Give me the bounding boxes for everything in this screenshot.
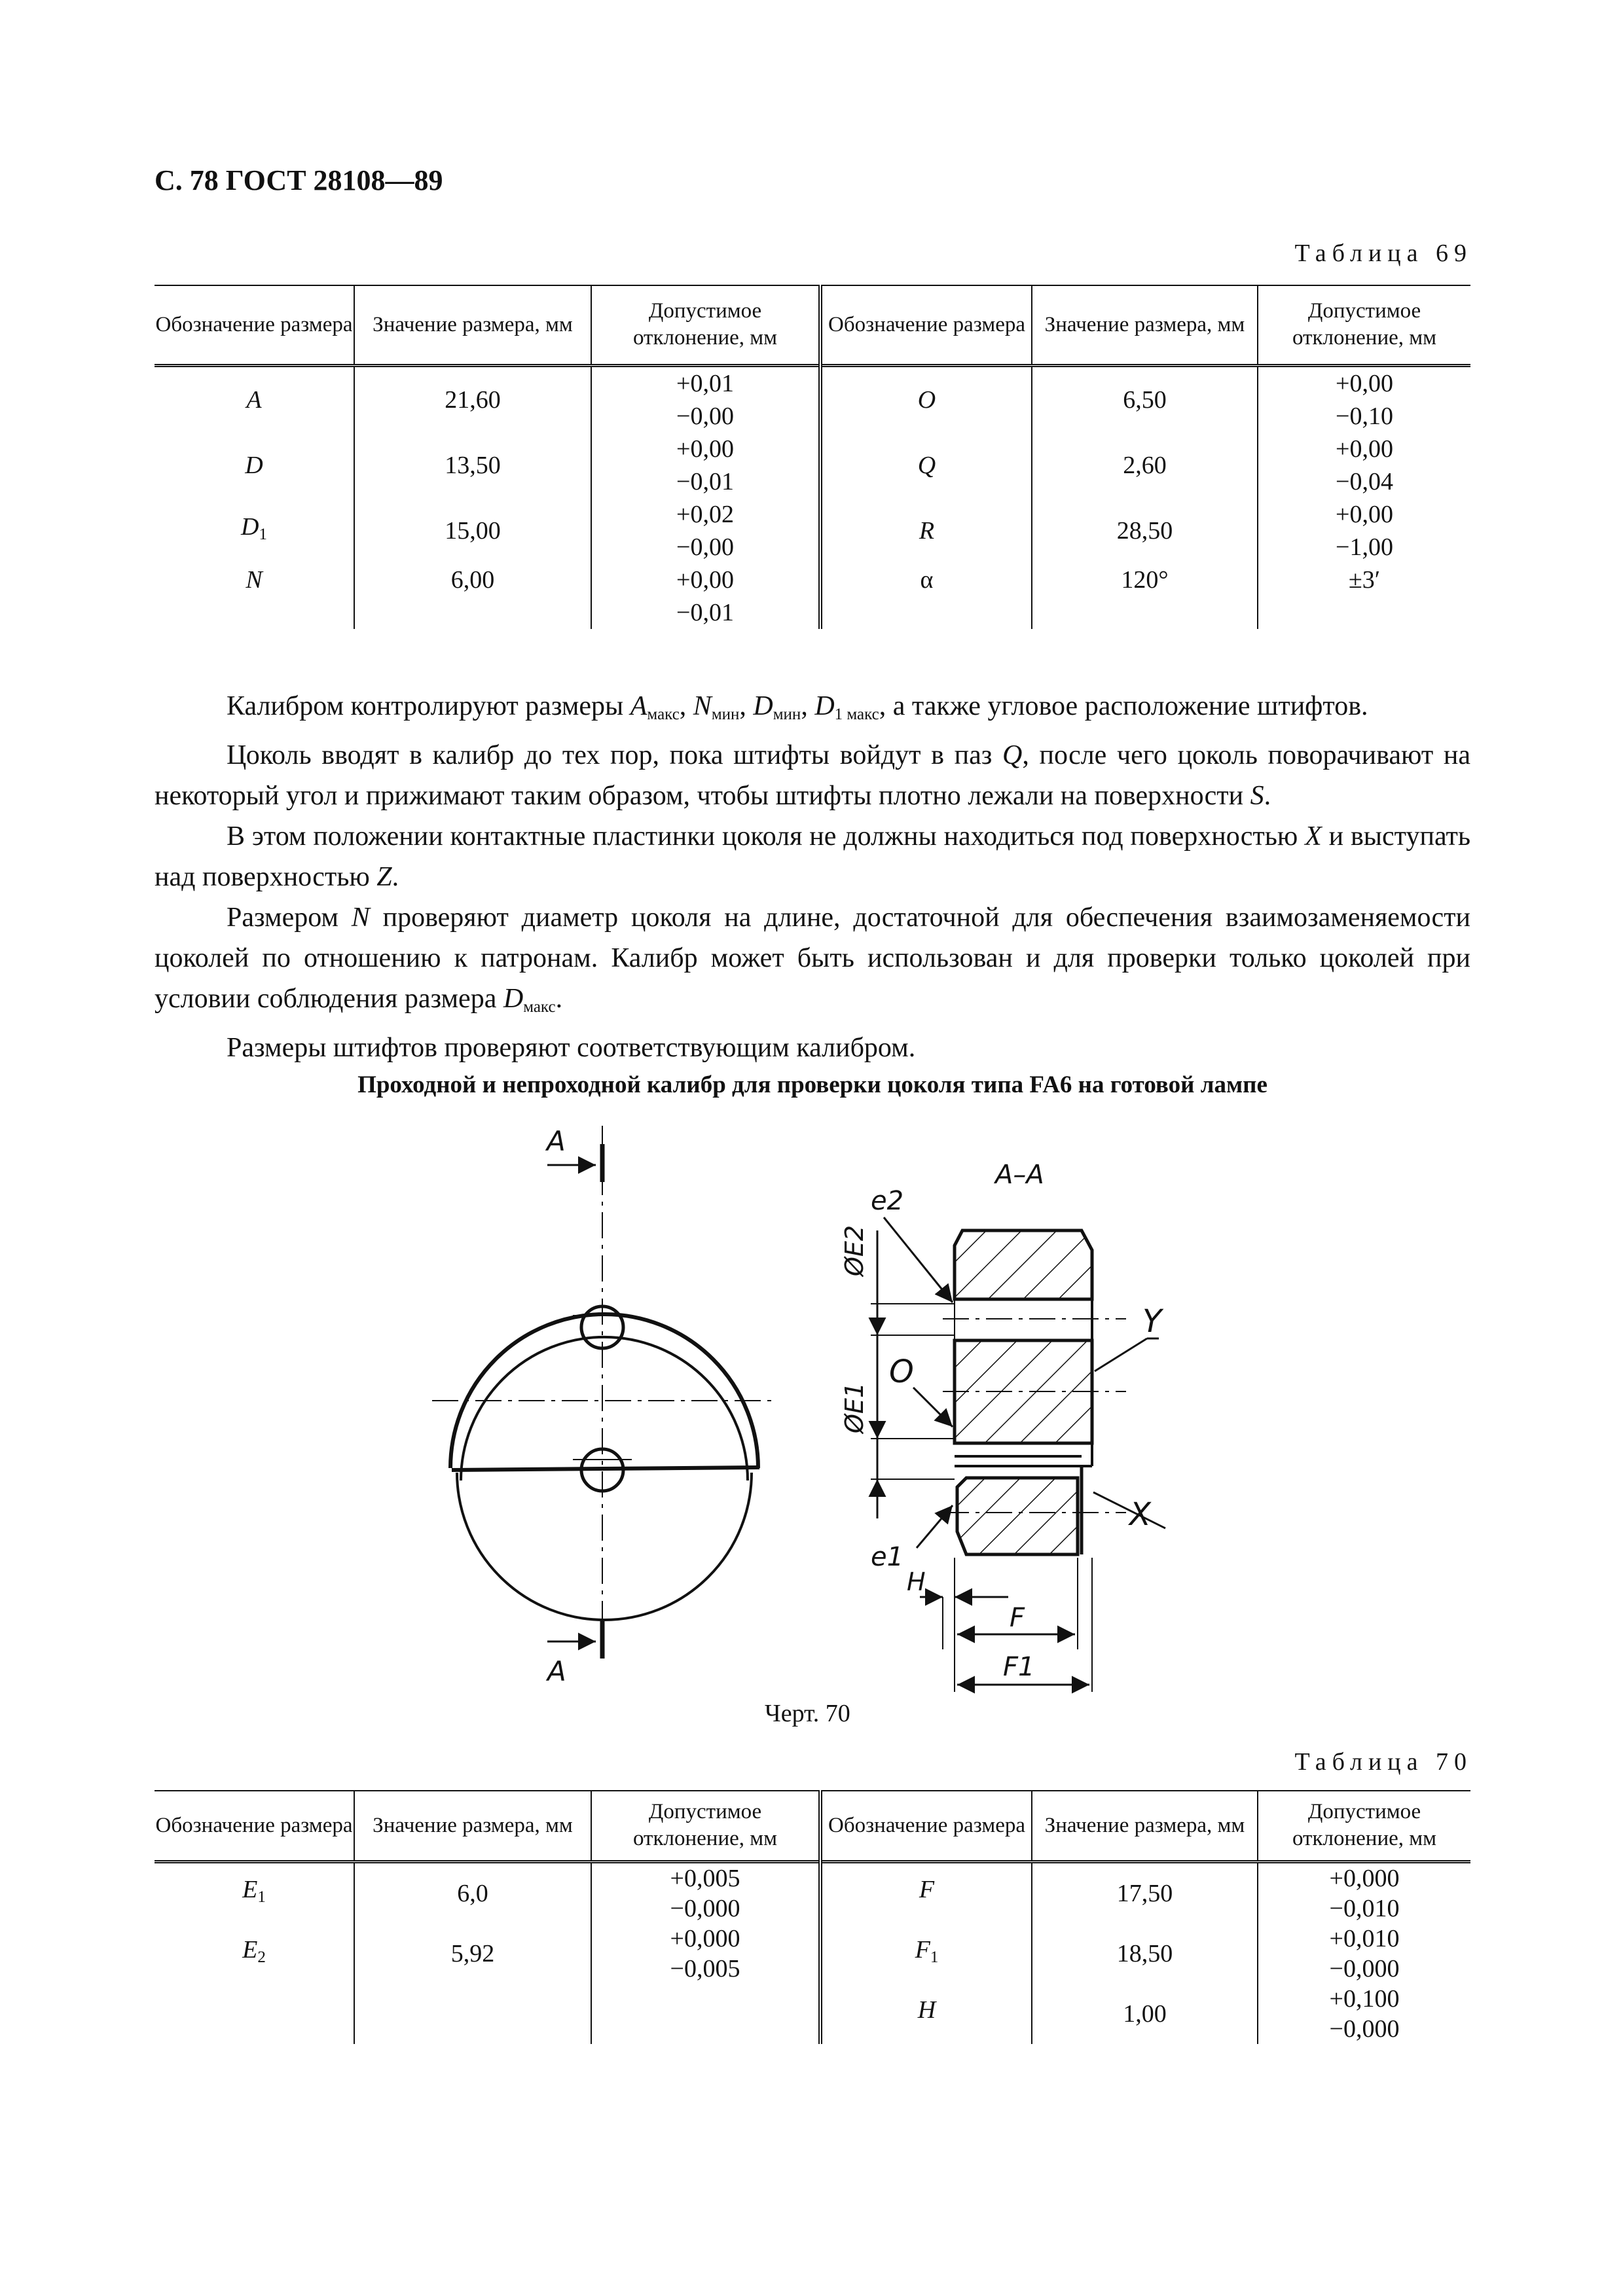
deviation-upper: ±3′ bbox=[1348, 565, 1381, 594]
deviation-lower: −0,000 bbox=[1329, 1954, 1400, 1982]
text-run: В этом положении контактные пластинки цоколя не должны находиться под поверхностью bbox=[227, 821, 1305, 852]
deviation-upper: +0,000 bbox=[670, 1924, 740, 1952]
cell-value: 17,50 bbox=[1032, 1861, 1258, 1924]
cell-deviation bbox=[591, 1924, 820, 1984]
table-69-caption: Таблица 69 bbox=[1294, 240, 1472, 267]
cell-value: 120° bbox=[1032, 564, 1258, 629]
symbol-letter: F bbox=[915, 1935, 930, 1964]
text-run: , а также угловое расположение штифтов. bbox=[879, 691, 1368, 721]
symbol: D bbox=[753, 691, 773, 721]
text-run: . bbox=[392, 862, 399, 892]
col-header: Обозначение размера bbox=[155, 1791, 354, 1861]
symbol-letter: E bbox=[242, 1935, 258, 1964]
label-E1: ØE1 bbox=[840, 1382, 869, 1433]
table-70-caption: Таблица 70 bbox=[1294, 1748, 1472, 1776]
text-run: , после чего цоколь поворачивают на некоторый угол и прижимают таким образом, чтобы штифты плотно лежали на поверхности bbox=[155, 740, 1470, 811]
symbol-letter: H bbox=[917, 1996, 936, 2024]
page-header: С. 78 ГОСТ 28108—89 bbox=[155, 164, 443, 196]
symbol: Q bbox=[1002, 740, 1023, 770]
text-run: . bbox=[1264, 781, 1271, 811]
deviation-upper: +0,00 bbox=[676, 565, 734, 594]
col-header: Допустимое отклонение, мм bbox=[591, 285, 820, 365]
table-row bbox=[155, 1924, 1470, 1984]
cell-value: 6,00 bbox=[354, 564, 591, 629]
symbol-subscript: 1 bbox=[257, 1888, 266, 1906]
deviation-lower: −0,00 bbox=[676, 533, 734, 561]
table-row bbox=[155, 1984, 1470, 2044]
label-E2: ØE2 bbox=[840, 1225, 869, 1276]
deviation-lower: −0,005 bbox=[670, 1954, 740, 1982]
deviation-upper: +0,02 bbox=[676, 500, 734, 528]
subscript: мин bbox=[773, 706, 801, 723]
deviation-lower: −0,10 bbox=[1336, 402, 1393, 430]
deviation-lower: −0,010 bbox=[1329, 1894, 1400, 1922]
subscript: 1 макс bbox=[834, 706, 879, 723]
deviation-upper: +0,00 bbox=[676, 435, 734, 463]
cell-symbol bbox=[155, 1984, 354, 2044]
cell-deviation bbox=[1258, 1861, 1470, 1924]
text-run: . bbox=[555, 984, 563, 1014]
deviation-lower: −0,000 bbox=[1329, 2015, 1400, 2043]
cell-symbol bbox=[820, 1984, 1032, 2044]
table-70 bbox=[155, 1790, 1470, 2044]
symbol-subscript: 1 bbox=[259, 525, 267, 543]
cell-value: 18,50 bbox=[1032, 1924, 1258, 1984]
label-F: F bbox=[1010, 1603, 1025, 1633]
col-header: Обозначение размера bbox=[155, 285, 354, 365]
cell-value: 6,50 bbox=[1032, 365, 1258, 433]
symbol-subscript: 1 bbox=[930, 1948, 939, 1966]
col-header: Значение размера, мм bbox=[1032, 285, 1258, 365]
symbol: D bbox=[814, 691, 835, 721]
table-row bbox=[155, 1861, 1470, 1924]
symbol: N bbox=[351, 903, 370, 933]
text-run: и выступать над поверхностью bbox=[155, 821, 1471, 892]
col-header: Значение размера, мм bbox=[354, 1791, 591, 1861]
cell-deviation bbox=[591, 1861, 820, 1924]
symbol: Z bbox=[376, 862, 392, 892]
symbol-letter: E bbox=[242, 1875, 258, 1903]
front-view bbox=[432, 1125, 776, 1687]
symbol: X bbox=[1305, 821, 1322, 852]
cell-symbol: R bbox=[820, 498, 1032, 564]
cell-value: 21,60 bbox=[354, 365, 591, 433]
cell-deviation bbox=[591, 1984, 820, 2044]
deviation-lower: −0,04 bbox=[1336, 467, 1393, 495]
cell-value: 5,92 bbox=[354, 1924, 591, 1984]
cell-value: 6,0 bbox=[354, 1861, 591, 1924]
cell-symbol: D bbox=[245, 451, 263, 479]
cell-value: 1,00 bbox=[1032, 1984, 1258, 2044]
label-X: X bbox=[1129, 1496, 1151, 1533]
deviation-upper: +0,000 bbox=[1329, 1864, 1400, 1892]
section-label-top: A bbox=[547, 1125, 566, 1157]
cell-value: 2,60 bbox=[1032, 433, 1258, 498]
subscript: мин bbox=[711, 706, 740, 723]
col-header: Обозначение размера bbox=[820, 1791, 1032, 1861]
deviation-upper: +0,00 bbox=[1336, 435, 1393, 463]
deviation-lower: −0,000 bbox=[670, 1894, 740, 1922]
cell-deviation bbox=[1258, 1984, 1470, 2044]
label-e1: e1 bbox=[871, 1542, 904, 1572]
label-Y: Y bbox=[1142, 1303, 1162, 1340]
col-header: Допустимое отклонение, мм bbox=[591, 1791, 820, 1861]
cell-value: 28,50 bbox=[1032, 498, 1258, 564]
cell-symbol bbox=[155, 1924, 354, 1984]
symbol-letter: F bbox=[919, 1875, 935, 1903]
paragraph: Калибром контролируют размеры $A_{макс}$, $N_{мин}$, $D_{мин}$, $D_{1 макс}$, а также угловое расположение штифтов. bbox=[227, 691, 1368, 723]
cell-symbol: O bbox=[820, 365, 1032, 433]
col-header: Допустимое отклонение, мм bbox=[1258, 1791, 1470, 1861]
text-run: Цоколь вводят в калибр до тех пор, пока штифты войдут в паз bbox=[227, 740, 1003, 770]
label-H: H bbox=[907, 1568, 926, 1596]
deviation-upper: +0,100 bbox=[1329, 1984, 1400, 2013]
deviation-upper: +0,010 bbox=[1329, 1924, 1400, 1952]
text-run: Размеры штифтов проверяют соответствующим калибром. bbox=[227, 1033, 916, 1063]
cell-value bbox=[354, 1984, 591, 2044]
label-e2: e2 bbox=[871, 1186, 904, 1216]
cell-symbol: N bbox=[246, 565, 263, 594]
text-run: Калибром контролируют размеры bbox=[227, 691, 630, 721]
symbol: N bbox=[693, 691, 712, 721]
figure-caption: Черт. 70 bbox=[765, 1700, 850, 1727]
deviation-upper: +0,00 bbox=[1336, 500, 1393, 528]
cell-symbol bbox=[155, 1861, 354, 1924]
col-header: Допустимое отклонение, мм bbox=[1258, 285, 1470, 365]
label-O: O bbox=[889, 1354, 914, 1390]
deviation-upper: +0,00 bbox=[1336, 369, 1393, 397]
deviation-lower: −0,01 bbox=[676, 598, 734, 626]
cell-symbol: Q bbox=[820, 433, 1032, 498]
deviation-lower: −0,01 bbox=[676, 467, 734, 495]
symbol: A bbox=[630, 691, 647, 721]
cell-deviation bbox=[1258, 1924, 1470, 1984]
symbol: D bbox=[503, 984, 524, 1014]
text-run: Размером bbox=[227, 903, 352, 933]
symbol: S bbox=[1250, 781, 1264, 811]
col-header: Значение размера, мм bbox=[354, 285, 591, 365]
cell-value: 15,00 bbox=[354, 498, 591, 564]
section-view bbox=[840, 1160, 1165, 1692]
subscript: макс bbox=[523, 998, 556, 1016]
text-run: проверяют диаметр цоколя на длине, достаточной для обеспечения взаимозаменяемости цоколей по отношению к патронам. Калибр может быть использован и для проверки только цоколей при условии соблюдения размера bbox=[155, 903, 1471, 1014]
deviation-lower: −1,00 bbox=[1336, 533, 1393, 561]
cell-value: 13,50 bbox=[354, 433, 591, 498]
section-label-bottom: A bbox=[547, 1655, 566, 1687]
figure-title: Проходной и непроходной калибр для проверки цоколя типа FA6 на готовой лампе bbox=[357, 1071, 1267, 1098]
label-F1: F1 bbox=[1003, 1652, 1035, 1682]
symbol-letter: D bbox=[241, 512, 259, 541]
subscript: макс bbox=[647, 706, 680, 723]
deviation-upper: +0,005 bbox=[670, 1864, 740, 1892]
col-header: Значение размера, мм bbox=[1032, 1791, 1258, 1861]
cell-symbol: α bbox=[820, 564, 1032, 629]
cell-symbol: A bbox=[246, 386, 262, 414]
col-header: Обозначение размера bbox=[820, 285, 1032, 365]
cell-symbol bbox=[820, 1924, 1032, 1984]
deviation-lower: −0,00 bbox=[676, 402, 734, 430]
symbol-subscript: 2 bbox=[257, 1948, 266, 1966]
section-view-label: A–A bbox=[995, 1160, 1044, 1190]
deviation-upper: +0,01 bbox=[676, 369, 734, 397]
cell-symbol bbox=[820, 1861, 1032, 1924]
